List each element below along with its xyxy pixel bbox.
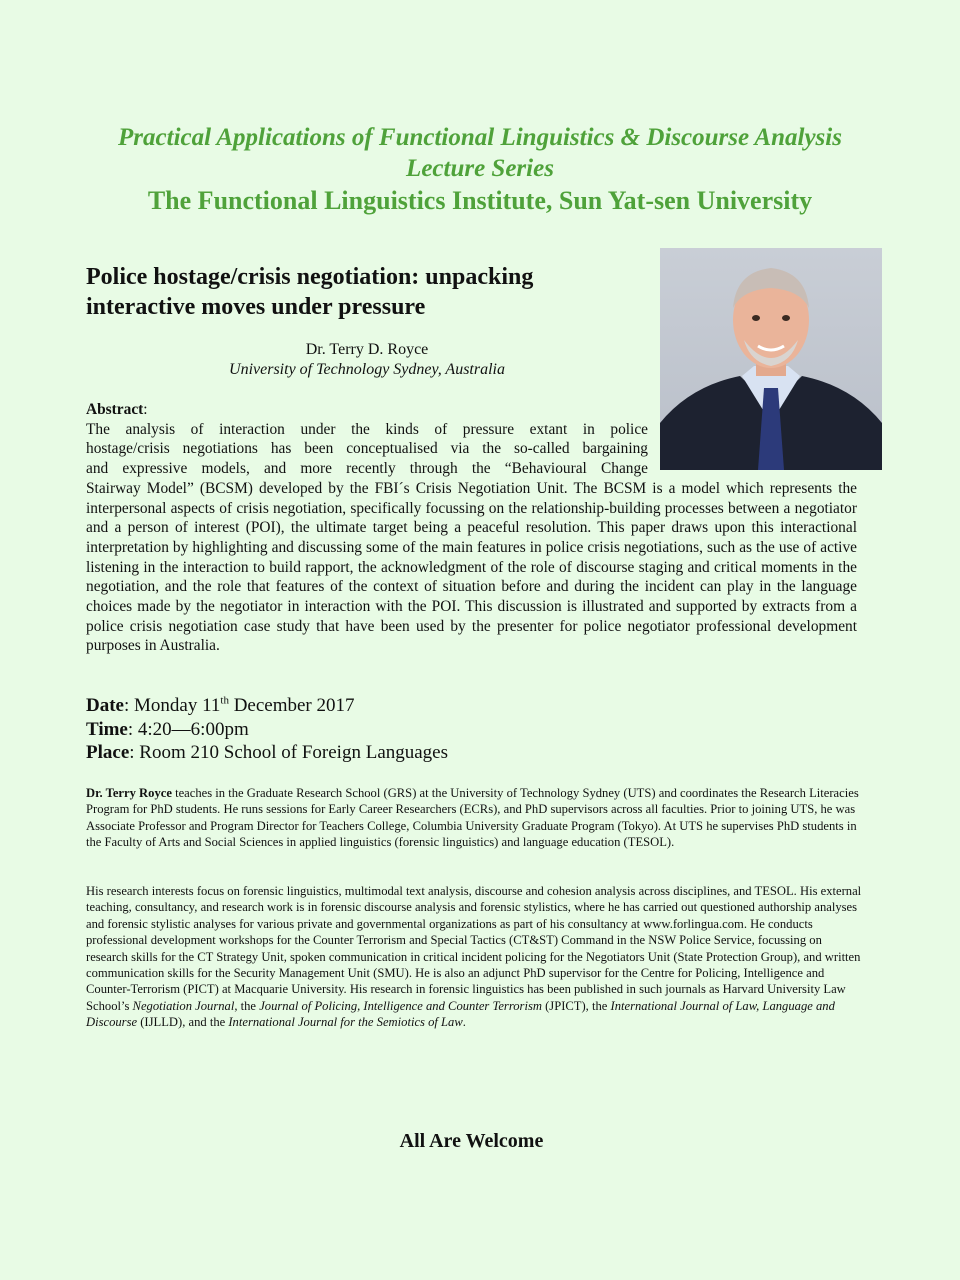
bio-paragraph-2-text: His research interests focus on forensic linguistics, multimodal text analysis, discourse and cohesion analysis across disciplines, and TESOL. His external teaching, consultancy, and research work is in forensic discourse analysis and forensic stylistics, where he has carried out questioned authorship analyses and forensic stylistic analyses for various private and governmental organizations as part of his consultancy at www.forlingua.com. He conducts professional development workshops for the Counter Terrorism and Special Tactics (CT&ST) Command in the NSW Police Service, focussing on research skills for the CT Strategy Unit, spoken communication in critical incident policing for the Negotiators Unit (State Protection Group), and written communication skills for the Security Management Unit (SMU). He is also an adjunct PhD supervisor for the Centre for Policing, Intelligence and Counter-Terrorism (PICT) at Macquarie University. His research in forensic linguistics has been published in such journals as Harvard University Law School’s: [86, 884, 862, 1013]
time-label: Time: [86, 718, 128, 740]
series-title-line2: Lecture Series: [406, 155, 554, 182]
abstract-heading: [86, 400, 857, 420]
date-ordinal-suffix: th: [220, 694, 229, 707]
abstract-section: [86, 400, 857, 656]
event-date: [86, 694, 448, 718]
all-welcome-footer: All Are Welcome: [399, 1130, 544, 1152]
abstract-body: Stairway Model” (BCSM) developed by the FBI´s Crisis Negotiation Unit. The BCSM is a model which represents the interpersonal aspects of crisis negotiation, specifically focussing on the relationship-building processes between a negotiator and a person of interest (POI), the ultimate target being a peaceful resolution. This paper draws upon this interactional interpretation by highlighting and discussing some of the main features in police crisis negotiations, such as the use of active listening in the interaction to build rapport, the acknowledgment of the role of discourse staging and critical moments in the negotiation, and the role that features of the context of situation before and during the incident can play in the language choices made by the negotiator in interaction with the POI. This discussion is illustrated and supported by extracts from a police crisis negotiation case study that have been used by the presenter for police negotiator professional development purposes in Australia.: [86, 479, 857, 655]
journal-title: International Journal of Law, Language and Discourse: [86, 998, 835, 1030]
abstract-label-colon: :: [143, 401, 148, 418]
bio-text-fragment: (IJLLD), and the: [137, 1015, 229, 1030]
abstract-line: and expressive models, and more recently through the “Behavioural Change: [86, 460, 648, 478]
bio-speaker-name: Dr. Terry Royce: [86, 786, 172, 800]
talk-title-line1: Police hostage/crisis negotiation: unpacking: [86, 264, 534, 290]
bio-text-fragment: .: [462, 1015, 466, 1030]
speaker-affiliation: University of Technology Sydney, Australia: [229, 361, 505, 378]
poster-header: [0, 122, 960, 217]
journal-title: Negotiation Journal: [132, 998, 235, 1013]
time-value: : 4:20—6:00pm: [127, 718, 249, 740]
series-title-line1: Practical Applications of Functional Linguistics & Discourse Analysis: [118, 124, 842, 151]
journal-title: International Journal for the Semiotics of Law: [228, 1015, 463, 1030]
journal-title: Journal of Policing, Intelligence and Counter Terrorism: [259, 998, 542, 1013]
abstract-line: The analysis of interaction under the kinds of pressure extant in police: [86, 420, 648, 438]
talk-title-line2: interactive moves under pressure: [86, 294, 426, 320]
bio-text-fragment: , the: [234, 998, 260, 1013]
event-time: [86, 718, 448, 742]
date-value-prefix: : Monday 11: [123, 695, 221, 716]
event-details: [86, 694, 448, 765]
speaker-bio-paragraph-1: [86, 785, 864, 851]
speaker-bio-paragraph-2: [86, 883, 864, 1031]
institute-name: The Functional Linguistics Institute, Sun Yat-sen University: [147, 186, 813, 215]
date-label: Date: [86, 695, 124, 716]
bio-text-fragment: (JPICT), the: [541, 998, 611, 1013]
speaker-block: [86, 340, 648, 380]
abstract-line: hostage/crisis negotiations has been conceptualised via the so-called bargaining: [86, 440, 648, 458]
event-place: [86, 741, 448, 765]
place-value: : Room 210 School of Foreign Languages: [129, 742, 449, 763]
date-value-suffix: December 2017: [228, 695, 355, 716]
speaker-name: Dr. Terry D. Royce: [305, 341, 429, 358]
lecture-series-title: [0, 122, 960, 184]
abstract-label: Abstract: [86, 401, 144, 418]
place-label: Place: [86, 742, 130, 763]
talk-title: [86, 262, 626, 322]
bio-paragraph-1-text: teaches in the Graduate Research School (GRS) at the University of Technology Sydney (UTS) and coordinates the Research Literacies Program for PhD students. He runs sessions for Early Career Researchers (ECRs), and PhD supervisors across all faculties. Prior to joining UTS, he was Associate Professor and Program Director for Teachers College, Columbia University Graduate Program (Tokyo). At UTS he supervises PhD students in the Faculty of Arts and Social Sciences in applied linguistics (forensic linguistics) and language education (TESOL).: [86, 786, 859, 850]
